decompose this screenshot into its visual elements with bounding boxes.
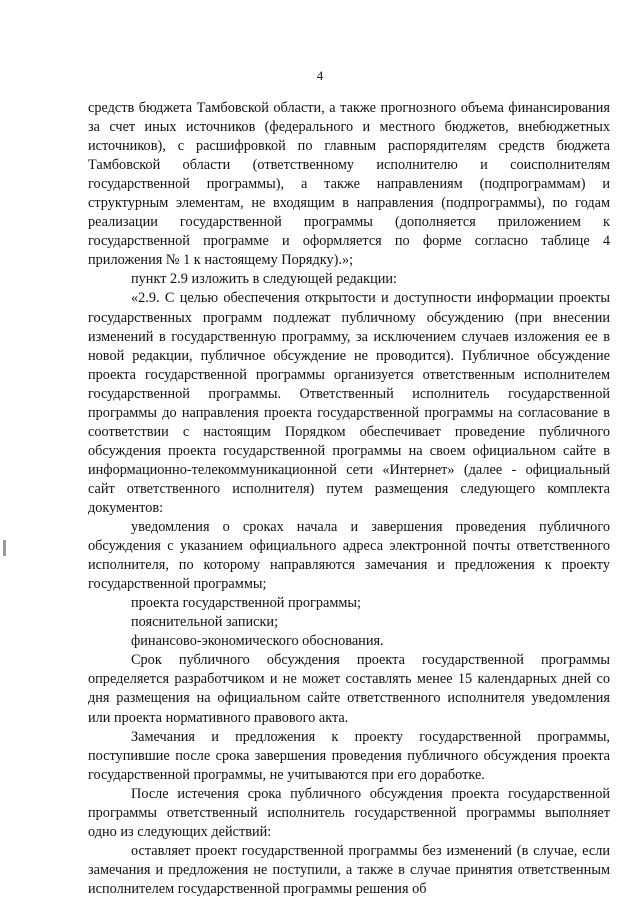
paragraph-discussion-period: Срок публичного обсуждения проекта государственной программы определяется разработчиком и не может составлять менее 15 календарных дней со дня размещения на официальном сайте ответственного исполнителя уведомления или проекта нормативного правового акта. (88, 652, 610, 726)
paragraph-continuation: средств бюджета Тамбовской области, а также прогнозного объема финансирования за счет иных источников (федерального и местного бюджетов, внебюджетных источников), с расшифровкой по главным распорядителям средств бюджета Тамбовской области (ответственному исполнителю и соисполнителям государственной программы), а также направлениям (подпрограммам) и структурным элементам, не входящим в направления (подпрограммы), по годам реализации государственной программы (дополняется приложением к государственной программе и оформляется по форме согласно таблице 4 приложения № 1 к настоящему Порядку).»; (88, 100, 610, 269)
page-number: 4 (316, 68, 324, 83)
list-item-leave-unchanged: оставляет проект государственной программы без изменений (в случае, если замечания и предложения не поступили, а также в случае принятия ответственным исполнителем государственной программы решения об (88, 842, 610, 897)
list-item-draft-program: проекта государственной программы; (131, 595, 362, 612)
list-item-financial-justification: финансово-экономического обоснования. (131, 633, 384, 650)
document-body (88, 99, 610, 899)
paragraph-late-comments: Замечания и предложения к проекту государственной программы, поступившие после срока завершения проведения публичного обсуждения проекта государственной программы, не учитываются при его доработке. (88, 728, 610, 783)
paragraph-after-discussion: После истечения срока публичного обсуждения проекта государственной программы ответственный исполнитель государственной программы выполняет одно из следующих действий: (88, 785, 610, 840)
paragraph-point-2-9: «2.9. С целью обеспечения открытости и доступности информации проекты государственных программ подлежат публичному обсуждению (при внесении изменений в государственную программу, за исключением случаев изложения ее в новой редакции, публичное обсуждение не проводится). Публичное обсуждение проекта государственной программы организуется ответственным исполнителем государственной программы. Ответственный исполнитель государственной программы до направления проекта государственной программы на согласование в соответствии с настоящим Порядком обеспечивает проведение публичного обсуждения проекта государственной программы на своем официальном сайте в информационно-телекоммуникационной сети «Интернет» (далее - официальный сайт ответственного исполнителя) путем размещения следующего комплекта документов: (88, 290, 610, 516)
list-item-explanatory-note: пояснительной записки; (131, 614, 279, 631)
list-item-notification: уведомления о сроках начала и завершения проведения публичного обсуждения с указанием официального адреса электронной почты ответственного исполнителя, по которому направляются замечания и предложения к проекту государственной программы; (88, 519, 610, 593)
margin-mark (3, 540, 6, 556)
paragraph-point-2-9-intro: пункт 2.9 изложить в следующей редакции: (131, 271, 398, 288)
